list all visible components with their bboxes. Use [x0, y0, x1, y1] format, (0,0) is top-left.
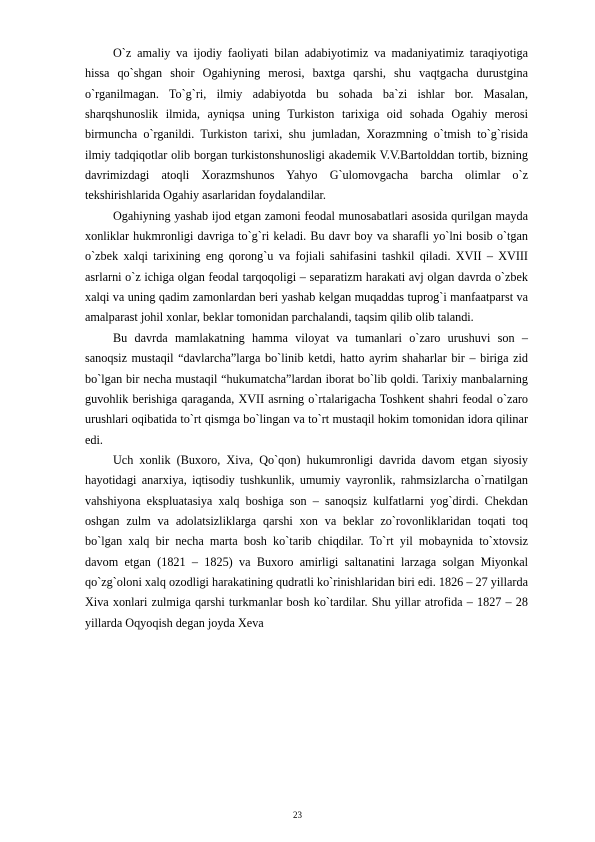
paragraph-3: Bu davrda mamlakatning hamma viloyat va tumanlari o`zaro urushuvi son – sanoqsiz mustaqil “davlarcha”larga bo`linib ketdi, hatto ayrim shaharlar bir – biriga zid bo`lgan bir necha mustaqil “hukumatcha”lardan iborat bo`lib qoldi. Tarixiy manbalarning guvohlik berishiga qaraganda, XVII asrning o`rtalarigacha Toshkent shahri feodal o`zaro urushlari oqibatida to`rt qismga bo`lingan va to`rt mustaqil hokim tomonidan idora qilinar edi.: [85, 330, 528, 447]
document-body: [85, 43, 528, 633]
page-number: 23: [293, 810, 302, 820]
paragraph-2: Ogahiyning yashab ijod etgan zamoni feodal munosabatlari asosida qurilgan mayda xonliklar hukmronligi davriga to`g`ri keladi. Bu davr boy va sharafli yo`lni bosib o`tgan o`zbek xalqi tarixining eng qorong`u va fojiali sahifasini tashkil qiladi. XVII – XVIII asrlarni o`z ichiga olgan feodal tarqoqoligi – separatizm harakati avj olgan davrda o`zbek xalqi va uning qadim zamonlardan beri yashab kelgan muqaddas tuprog`i manfaatparst va amalparast johil xonlar, beklar tomonidan parchalandi, taqsim qilib olib talandi.: [85, 208, 528, 325]
paragraph-4: Uch xonlik (Buxoro, Xiva, Qo`qon) hukumronligi davrida davom etgan siyosiy hayotidagi anarxiya, iqtisodiy tushkunlik, umumiy vayronlik, rahmsizlarcha o`rnatilgan vahshiyona ekspluatasiya xalq boshiga son – sanoqsiz kulfatlarni yog`dirdi. Chekdan oshgan zulm va adolatsizliklarga qarshi xon va beklar zo`rovonliklaridan toqati toq bo`lgan xalq bir necha marta bosh ko`tarib chiqdilar. To`rt yil mobaynida to`xtovsiz davom etgan (1821 – 1825) va Buxoro amirligi saltanatini larzaga solgan Miyonkal qo`zg`oloni xalq ozodligi harakatining qudratli ko`rinishlaridan biri edi. 1826 – 27 yillarda Xiva xonlari zulmiga qarshi turkmanlar bosh ko`tardilar. Shu yillar atrofida – 1827 – 28 yillarda Oqyoqish degan joyda Xeva: [85, 452, 528, 630]
paragraph-1: O`z amaliy va ijodiy faoliyati bilan adabiyotimiz va madaniyatimiz taraqiyotiga hissa qo`shgan shoir Ogahiyning merosi, baxtga qarshi, shu vaqtgacha durustgina o`rganilmagan. To`g`ri, ilmiy adabiyotda bu sohada ba`zi ishlar bor. Masalan, sharqshunoslik ilmida, ayniqsa uning Turkiston tarixiga oid sohada Ogahiy merosi birmuncha o`rganildi. Turkiston tarixi, shu jumladan, Xorazmning o`tmish to`g`risida ilmiy tadqiqotlar olib borgan turkistonshunosligi akademik V.V.Bartolddan tortib, bizning davrimizdagi atoqli Xorazmshunos Yahyo G`ulomovgacha barcha olimlar o`z tekshirishlarida Ogahiy asarlaridan foydalandilar.: [85, 46, 528, 203]
